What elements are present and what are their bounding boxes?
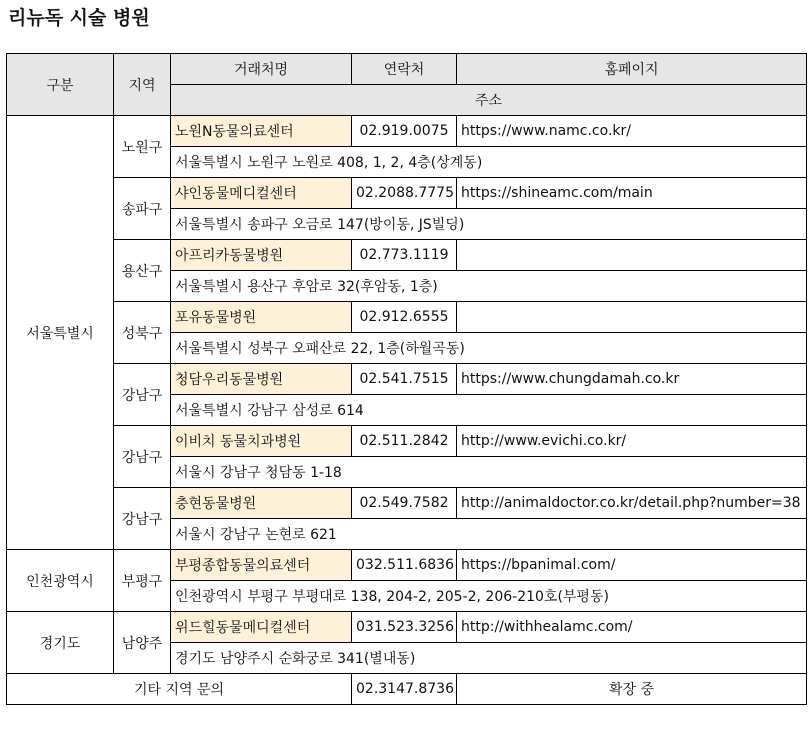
vendor-name-cell: 위드힐동물메디컬센터 (171, 612, 352, 643)
footer-label: 기타 지역 문의 (7, 674, 352, 705)
region-cell: 노원구 (114, 116, 171, 178)
vendor-name-cell: 청담우리동물병원 (171, 364, 352, 395)
phone-cell: 02.549.7582 (352, 488, 457, 519)
hospital-table (6, 53, 807, 705)
category-cell: 경기도 (7, 612, 114, 674)
table-row (7, 488, 807, 519)
table-row (7, 178, 807, 209)
homepage-cell (457, 302, 807, 333)
phone-cell: 02.541.7515 (352, 364, 457, 395)
footer-phone: 02.3147.8736 (352, 674, 457, 705)
phone-cell: 02.511.2842 (352, 426, 457, 457)
address-cell: 서울특별시 용산구 후암로 32(후암동, 1층) (171, 271, 807, 302)
header-address: 주소 (171, 85, 807, 116)
homepage-cell: https://www.chungdamah.co.kr (457, 364, 807, 395)
vendor-name-cell: 이비치 동물치과병원 (171, 426, 352, 457)
phone-cell: 02.2088.7775 (352, 178, 457, 209)
vendor-name-cell: 충현동물병원 (171, 488, 352, 519)
header-homepage: 홈페이지 (457, 54, 807, 85)
homepage-cell: https://bpanimal.com/ (457, 550, 807, 581)
header-contact: 연락처 (352, 54, 457, 85)
table-row (7, 116, 807, 147)
table-row (7, 612, 807, 643)
region-cell: 강남구 (114, 426, 171, 488)
page-title: 리뉴독 시술 병원 (8, 7, 150, 29)
homepage-cell: https://shineamc.com/main (457, 178, 807, 209)
footer-row (7, 674, 807, 705)
homepage-cell: http://withhealamc.com/ (457, 612, 807, 643)
vendor-name-cell: 부평종합동물의료센터 (171, 550, 352, 581)
address-cell: 서울특별시 강남구 삼성로 614 (171, 395, 807, 426)
table-row (7, 240, 807, 271)
table-row (7, 550, 807, 581)
region-cell: 남양주 (114, 612, 171, 674)
region-cell: 강남구 (114, 488, 171, 550)
address-cell: 서울시 강남구 논현로 621 (171, 519, 807, 550)
vendor-name-cell: 아프리카동물병원 (171, 240, 352, 271)
phone-cell: 031.523.3256 (352, 612, 457, 643)
region-cell: 성북구 (114, 302, 171, 364)
address-cell: 경기도 남양주시 순화궁로 341(별내동) (171, 643, 807, 674)
homepage-cell: https://www.namc.co.kr/ (457, 116, 807, 147)
category-cell: 서울특별시 (7, 116, 114, 550)
vendor-name-cell: 샤인동물메디컬센터 (171, 178, 352, 209)
table-row (7, 302, 807, 333)
phone-cell: 02.912.6555 (352, 302, 457, 333)
address-cell: 서울특별시 송파구 오금로 147(방이동, JS빌딩) (171, 209, 807, 240)
region-cell: 용산구 (114, 240, 171, 302)
table-row (7, 426, 807, 457)
homepage-cell (457, 240, 807, 271)
header-vendor: 거래처명 (171, 54, 352, 85)
category-cell: 인천광역시 (7, 550, 114, 612)
phone-cell: 032.511.6836 (352, 550, 457, 581)
header-row (7, 54, 807, 85)
region-cell: 부평구 (114, 550, 171, 612)
region-cell: 송파구 (114, 178, 171, 240)
header-region: 지역 (114, 54, 171, 116)
address-cell: 서울특별시 노원구 노원로 408, 1, 2, 4층(상계동) (171, 147, 807, 178)
vendor-name-cell: 포유동물병원 (171, 302, 352, 333)
address-cell: 서울특별시 성북구 오패산로 22, 1층(하월곡동) (171, 333, 807, 364)
homepage-cell: http://animaldoctor.co.kr/detail.php?number=38 (457, 488, 807, 519)
phone-cell: 02.773.1119 (352, 240, 457, 271)
table-row (7, 364, 807, 395)
phone-cell: 02.919.0075 (352, 116, 457, 147)
header-category: 구분 (7, 54, 114, 116)
address-cell: 인천광역시 부평구 부평대로 138, 204-2, 205-2, 206-210호(부평동) (171, 581, 807, 612)
address-cell: 서울시 강남구 청담동 1-18 (171, 457, 807, 488)
footer-status: 확장 중 (457, 674, 807, 705)
homepage-cell: http://www.evichi.co.kr/ (457, 426, 807, 457)
vendor-name-cell: 노원N동물의료센터 (171, 116, 352, 147)
region-cell: 강남구 (114, 364, 171, 426)
